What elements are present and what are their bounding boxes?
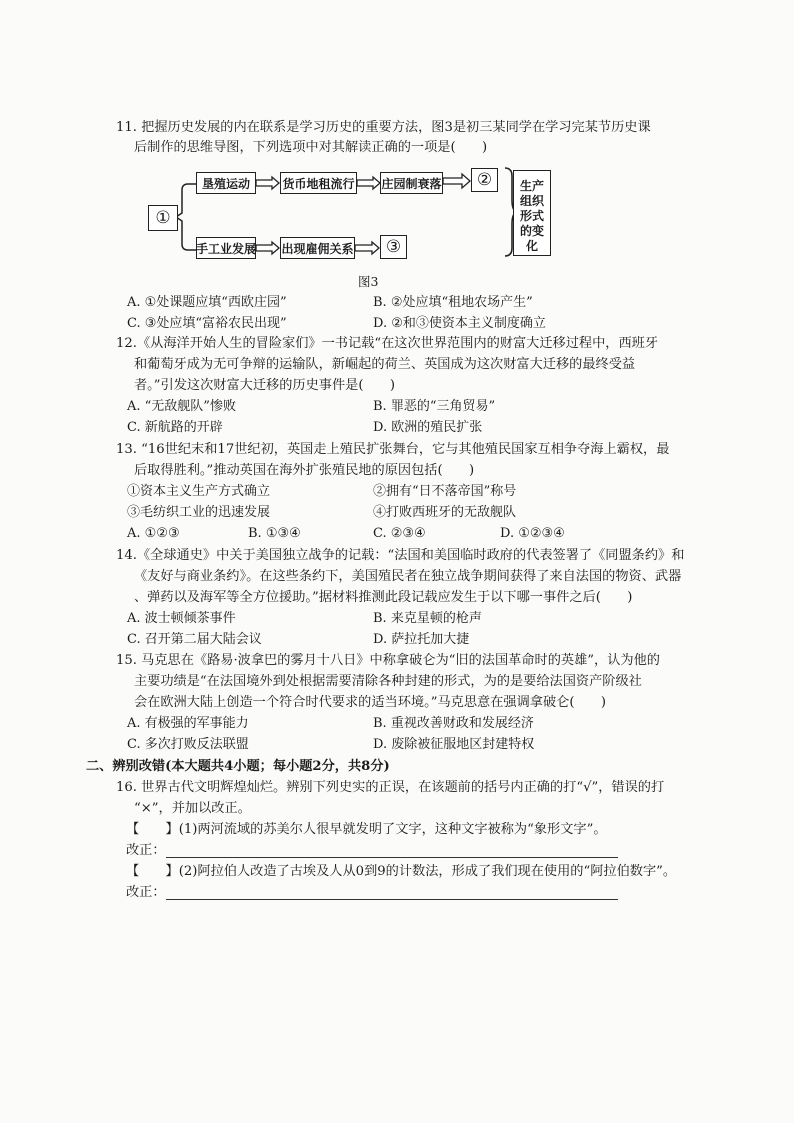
diagram-result-box xyxy=(513,170,551,256)
q16-item2[interactable]: 【 】(2)阿拉伯人改造了古埃及人从0到9的计数法，形成了我们现在使用的“阿拉伯数字”。 xyxy=(126,864,677,879)
q12-line1: 12.《从海洋开始人生的冒险家们》一书记载“在这次世界范围内的财富大迁移过程中，西班牙 xyxy=(116,336,659,351)
q16-fix1-answer-line[interactable] xyxy=(166,857,618,858)
q12-option-b[interactable]: B. 罪恶的“三角贸易” xyxy=(373,399,496,414)
diagram-node-money-rent: 货币地租流行 xyxy=(280,172,357,194)
q11-option-c[interactable]: C. ③处应填“富裕农民出现” xyxy=(127,316,287,331)
q11-option-a[interactable]: A. ①处课题应填“西欧庄园” xyxy=(127,295,287,310)
result-line1: 生产 xyxy=(519,179,545,193)
section-heading: 二、辨别改错(本大题共4小题；每小题2分，共8分) xyxy=(86,759,390,774)
q15-line1: 15. 马克思在《路易·波拿巴的雾月十八日》中称拿破仑为“旧的法国革命时的英雄”，认为他的 xyxy=(116,653,660,668)
result-line3: 形式 xyxy=(519,209,545,223)
q13-option-a[interactable]: A. ①②③ xyxy=(127,526,180,541)
q15-line2: 主要功绩是“在法国境外到处根据需要清除各种封建的形式，为的是要给法国资产阶级社 xyxy=(134,674,642,689)
q14-line1: 14.《全球通史》中关于美国独立战争的记载：“法国和美国临时政府的代表签署了《同盟条约》和 xyxy=(116,548,685,563)
diagram-node-reclamation: 垦殖运动 xyxy=(196,172,256,194)
q15-line3: 会在欧洲大陆上创造一个符合时代要求的适当环境。”马克思意在强调拿破仑( ) xyxy=(134,695,606,710)
q11-option-b[interactable]: B. ②处应填“租地农场产生” xyxy=(373,295,533,310)
q14-option-c[interactable]: C. 召开第二届大陆会议 xyxy=(127,632,262,647)
q13-item-2: ②拥有“日不落帝国”称号 xyxy=(373,484,517,499)
q11-line1: 11. 把握历史发展的内在联系是学习历史的重要方法，图3是初三某同学在学习完某节历史课 xyxy=(116,120,651,135)
q15-option-c[interactable]: C. 多次打败反法联盟 xyxy=(127,737,249,752)
diagram-center-box: ① xyxy=(148,205,178,231)
q13-option-c[interactable]: C. ②③④ xyxy=(373,526,426,541)
q13-option-d[interactable]: D. ①②③④ xyxy=(500,526,565,541)
q13-line1: 13. “16世纪末和17世纪初，英国走上殖民扩张舞台，它与其他殖民国家互相争夺海上霸权，最 xyxy=(116,442,670,457)
q11-option-d[interactable]: D. ②和③使资本主义制度确立 xyxy=(373,316,546,331)
result-line2: 组织 xyxy=(519,194,545,208)
q16-line1: 16. 世界古代文明辉煌灿烂。辨别下列史实的正误，在该题前的括号内正确的打“√”，错误的打 xyxy=(116,780,665,795)
q16-fix2-answer-line[interactable] xyxy=(166,899,618,900)
diagram-node-hired-labor: 出现雇佣关系 xyxy=(280,237,355,259)
q12-option-c[interactable]: C. 新航路的开辟 xyxy=(127,420,223,435)
q12-option-a[interactable]: A. “无敌舰队”惨败 xyxy=(127,399,236,414)
q11-line2: 后制作的思维导图，下列选项中对其解读正确的一项是( ) xyxy=(134,140,488,155)
result-line5: 化 xyxy=(525,239,538,253)
q16-item1[interactable]: 【 】(1)两河流域的苏美尔人很早就发明了文字，这种文字被称为“象形文字”。 xyxy=(126,822,607,837)
q15-option-d[interactable]: D. 废除被征服地区封建特权 xyxy=(373,737,535,752)
q13-item-3: ③毛纺织工业的迅速发展 xyxy=(127,505,271,520)
q14-option-d[interactable]: D. 萨拉托加大捷 xyxy=(373,632,470,647)
q12-option-d[interactable]: D. 欧洲的殖民扩张 xyxy=(373,420,483,435)
figure-caption: 图3 xyxy=(358,274,379,289)
q14-option-a[interactable]: A. 波士顿倾茶事件 xyxy=(127,611,236,626)
diagram-node-manor-decline: 庄园制衰落 xyxy=(380,172,443,194)
diagram-blank-2: ② xyxy=(471,168,498,192)
q13-option-b[interactable]: B. ①③④ xyxy=(248,526,301,541)
q13-item-1: ①资本主义生产方式确立 xyxy=(127,484,271,499)
q16-fix2-label: 改正： xyxy=(126,885,166,900)
q12-line2: 和葡萄牙成为无可争辩的运输队，新崛起的荷兰、英国成为这次财富大迁移的最终受益 xyxy=(134,357,636,372)
q12-line3: 者。”引发这次财富大迁移的历史事件是( ) xyxy=(134,378,395,393)
q14-line3: 、弹药以及海军等全方位援助。”据材料推测此段记载应发生于以下哪一事件之后( ) xyxy=(134,590,633,605)
diagram-node-handicraft: 手工业发展 xyxy=(196,237,256,259)
q14-line2: 《友好与商业条约》。在这些条约下，美国殖民者在独立战争期间获得了来自法国的物资、武器 xyxy=(134,569,682,584)
q16-line2: “×”，并加以改正。 xyxy=(134,801,251,816)
q16-fix1-label: 改正： xyxy=(126,843,166,858)
q15-option-b[interactable]: B. 重视改善财政和发展经济 xyxy=(373,716,534,731)
result-line4: 的变 xyxy=(519,224,545,238)
q14-option-b[interactable]: B. 来克星顿的枪声 xyxy=(373,611,482,626)
q15-option-a[interactable]: A. 有极强的军事能力 xyxy=(127,716,249,731)
diagram-blank-3: ③ xyxy=(380,235,407,259)
q13-line2: 后取得胜利。”推动英国在海外扩张殖民地的原因包括( ) xyxy=(134,463,475,478)
q13-item-4: ④打败西班牙的无敌舰队 xyxy=(373,505,517,520)
